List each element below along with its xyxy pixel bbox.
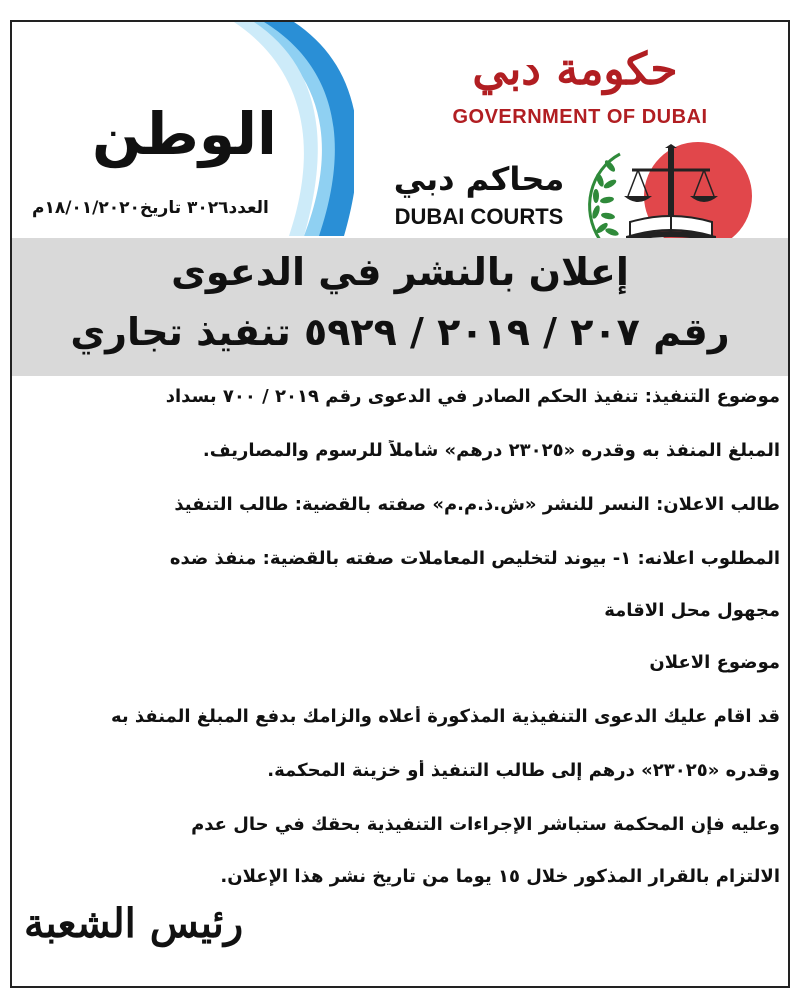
body-line-10: الالتزام بالقرار المذكور خلال ١٥ يوما من تاريخ نشر هذا الإعلان. — [220, 866, 780, 887]
body-line-5: مجهول محل الاقامة — [604, 600, 780, 621]
body-line-3: طالب الاعلان: النسر للنشر «ش.ذ.م.م» صفته بالقضية: طالب التنفيذ — [174, 494, 780, 515]
signature: رئيس الشعبة — [24, 900, 244, 947]
title-band — [12, 238, 788, 376]
body-line-6: موضوع الاعلان — [649, 652, 780, 673]
announcement-title: إعلان بالنشر في الدعوى — [171, 250, 629, 294]
body-line-7: قد اقام عليك الدعوى التنفيذية المذكورة أعلاه والزامك بدفع المبلغ المنفذ به — [110, 706, 780, 727]
government-english: GOVERNMENT OF DUBAI — [452, 106, 708, 128]
body-line-2: المبلغ المنفذ به وقدره «٢٣٠٢٥ درهم» شاملاً للرسوم والمصاريف. — [202, 440, 780, 461]
courts-emblem-icon — [580, 140, 780, 252]
issue-date: العدد٣٠٢٦ تاريخ١٨/٠١/٢٠٢٠م — [32, 198, 269, 218]
header — [12, 22, 788, 236]
case-number: رقم ٢٠٧ / ٢٠١٩ / ٥٩٢٩ تنفيذ تجاري — [70, 310, 730, 354]
body-line-8: وقدره «٢٣٠٢٥» درهم إلى طالب التنفيذ أو خزينة المحكمة. — [267, 760, 780, 781]
body-line-1: موضوع التنفيذ: تنفيذ الحكم الصادر في الدعوى رقم ٢٠١٩ / ٧٠٠ بسداد — [165, 386, 780, 407]
courts-arabic: محاكم دبي — [393, 160, 565, 198]
body-line-9: وعليه فإن المحكمة ستباشر الإجراءات التنفيذية بحقك في حال عدم — [191, 814, 780, 835]
newspaper-logo: الوطن — [92, 100, 277, 168]
government-arabic: حكومة دبي — [472, 44, 678, 95]
body-line-4: المطلوب اعلانه: ١- بيوند لتخليص المعاملات صفته بالقضية: منفذ ضده — [169, 548, 780, 569]
courts-english: DUBAI COURTS — [394, 204, 564, 229]
